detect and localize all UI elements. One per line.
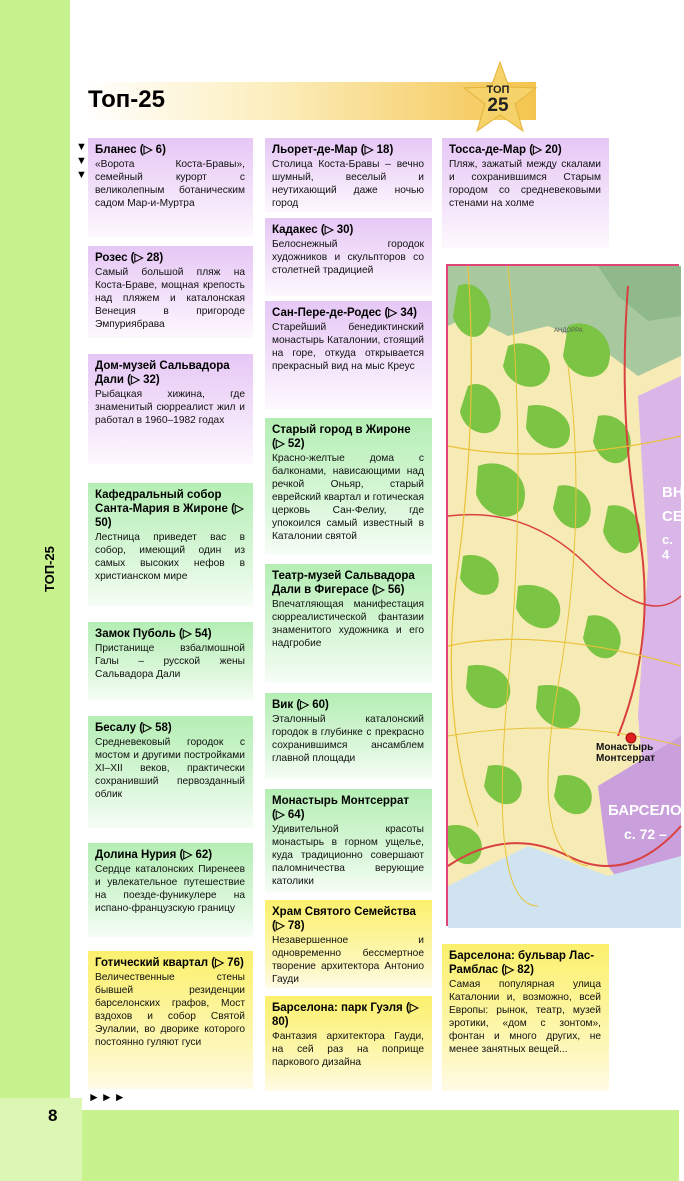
- card-desc: Самый большой пляж на Коста-Браве, мощная крепость над пляжем и каталонская Венеция в пригороде Эмпуриябрава: [95, 267, 245, 330]
- page-ref-icon: ▷: [134, 252, 144, 264]
- card-vic: Вик (▷ 60) Эталонный каталонский городок в глубинке с прекрасно сохранившимся ансамблем главной площади: [265, 693, 432, 779]
- card-sant-pere-de-rodes: Сан-Пере-де-Родес (▷ 34) Старейший бенедиктинский монастырь Каталонии, стоящий на горе, откуда открывается прекрасный вид на мыс Креус: [265, 301, 432, 409]
- card-name: Кадакес: [272, 224, 318, 236]
- card-girona-cathedral: Кафедральный собор Санта-Мария в Жироне (▷ 50) Лестница приведет вас в собор, имеющий один из самых высоких нефов в христианском мире: [88, 483, 253, 606]
- card-desc: Белоснежный городок художников и скульпторов со столетней традицией: [272, 239, 424, 276]
- page-ref-icon: ▷: [409, 1002, 419, 1014]
- card-ref: 50: [95, 517, 108, 529]
- card-name: Тосса-де-Мар: [449, 144, 526, 156]
- arrows-marker: [76, 140, 88, 182]
- card-sagrada-familia: Храм Святого Семейства (▷ 78) Незавершенное и одновременно бессмертное творение архитектора Антонио Гауди: [265, 900, 432, 988]
- card-name: Кафедральный собор Санта-Мария в Жироне: [95, 489, 228, 515]
- map-label-region-3: с. 4: [662, 532, 673, 562]
- card-blanes: Бланес (▷ 6) «Ворота Коста-Бравы», семейный курорт с великолепным ботаническим садом Мар-и-Муртра: [88, 138, 253, 237]
- card-lloret-de-mar: Льорет-де-Мар (▷ 18) Столица Коста-Бравы – вечно шумный, веселый и неутихающий даже ночью город: [265, 138, 432, 212]
- card-nuria-valley: Долина Нурия (▷ 62) Сердце каталонских Пиренеев и увлекательное путешествие на поезде-фуникулере на испано-французскую границу: [88, 843, 253, 937]
- page-ref-icon: ▷: [275, 809, 285, 821]
- arrows-next-icon: ►►►: [88, 1090, 127, 1104]
- card-desc: Пляж, зажатый между скалами и сохранившимся Старым городом со средневековыми стенами на холме: [449, 159, 601, 209]
- card-name: Барселона: бульвар Лас-Рамблас: [449, 950, 595, 976]
- page-ref-icon: ▷: [131, 374, 140, 386]
- card-name: Льорет-де-Мар: [272, 144, 358, 156]
- card-name: Дом-музей Сальвадора Дали: [95, 360, 230, 386]
- card-desc: Красно-желтые дома с балконами, нависающими над речкой Оньяр, старый еврейский квартал и готическая церковь Сан-Фелиу, где упокоился самый известный в Каталонии святой: [272, 453, 424, 542]
- card-gothic-quarter: Готический квартал (▷ 76) Величественные стены бывшей резиденции барселонских графов, Мост вздохов и собор Святой Эулалии, во дворике которого постоянно гуляют гуси: [88, 951, 253, 1089]
- page-ref-icon: ▷: [183, 849, 193, 861]
- card-ref: 60: [312, 699, 326, 711]
- page-ref-icon: ▷: [388, 307, 398, 319]
- arrow-down-icon: ▼: [76, 141, 87, 153]
- card-desc: Величественные стены бывшей резиденции барселонских графов, Мост вздохов и собор Святой Эулалии, во дворике которого постоянно гуляют гуси: [95, 972, 245, 1048]
- card-roses: Розес (▷ 28) Самый большой пляж на Коста-Браве, мощная крепость над пляжем и каталонская Венеция в пригороде Эмпуриябрава: [88, 246, 253, 338]
- card-girona-old-town: Старый город в Жироне (▷ 52) Красно-желтые дома с балконами, нависающими над речкой Оньяр, старый еврейский квартал и готическая церковь Сан-Фелиу, где упокоился самый известный в Каталонии святой: [265, 418, 432, 554]
- page-ref-icon: ▷: [533, 144, 542, 156]
- card-name: Замок Пуболь: [95, 628, 176, 640]
- card-name: Храм Святого Семейства: [272, 906, 416, 918]
- page-ref-icon: ▷: [375, 584, 385, 596]
- card-ref: 6: [155, 144, 163, 156]
- card-desc: Пристанище взбалмошной Галы – русской жены Сальвадора Дали: [95, 643, 245, 680]
- card-name: Готический квартал: [95, 957, 209, 969]
- card-cadaques: Кадакес (▷ 30) Белоснежный городок художников и скульпторов со столетней традицией: [265, 218, 432, 296]
- badge-number-text: 25: [487, 95, 509, 116]
- card-ref: 80: [272, 1016, 285, 1028]
- card-ref: 78: [287, 920, 301, 932]
- card-ref: 34: [400, 307, 414, 319]
- bottom-band: [0, 1110, 679, 1181]
- card-name: Розес: [95, 252, 128, 264]
- card-ref: 18: [376, 144, 390, 156]
- card-name: Долина Нурия: [95, 849, 177, 861]
- page-ref-icon: ▷: [275, 438, 285, 450]
- map-label-andorra: АНДОРРА: [554, 328, 583, 334]
- page-title: Топ-25: [88, 86, 165, 113]
- arrow-down-icon: ▼: [76, 169, 87, 181]
- card-besalu: Бесалу (▷ 58) Средневековый городок с мостом и другими постройками XI–XII веков, практически сохранивший первозданный облик: [88, 716, 253, 828]
- page-number-box: [0, 1098, 82, 1181]
- card-name: Сан-Пере-де-Родес: [272, 307, 382, 319]
- arrow-down-icon: ▼: [76, 155, 87, 167]
- card-ref: 62: [195, 849, 209, 861]
- card-ref: 32: [143, 374, 156, 386]
- card-name: Бланес: [95, 144, 137, 156]
- card-ref: 52: [287, 438, 301, 450]
- top25-star-icon: [462, 60, 538, 136]
- map-label-barcelona-page: с. 72 –: [624, 826, 667, 842]
- card-desc: Незавершенное и одновременно бессмертное творение архитектора Антонио Гауди: [272, 935, 424, 985]
- card-desc: Рыбацкая хижина, где знаменитый сюрреалист жил и работал в 1960–1982 годах: [95, 389, 245, 426]
- badge-top-text: ТОП: [486, 84, 510, 96]
- card-name: Старый город в Жироне: [272, 424, 411, 436]
- page-ref-icon: ▷: [234, 503, 244, 515]
- card-desc: Средневековый городок с мостом и другими постройками XI–XII веков, практически сохранивший первозданный облик: [95, 737, 245, 800]
- card-dali-theatre-museum: Театр-музей Сальвадора Дали в Фигерасе (▷ 56) Впечатляющая манифестация сюрреалистической фантазии знаменитого художника и его надгробие: [265, 564, 432, 682]
- card-desc: Сердце каталонских Пиренеев и увлекательное путешествие на поезде-фуникулере на испано-французскую границу: [95, 864, 245, 914]
- card-name: Барселона: парк Гуэля: [272, 1002, 403, 1014]
- card-park-guell: Барселона: парк Гуэля (▷ 80) Фантазия архитектора Гауди, на сей раз на поприще паркового дизайна: [265, 996, 432, 1091]
- card-ref: 64: [287, 809, 301, 821]
- page-ref-icon: ▷: [324, 224, 334, 236]
- page-ref-icon: ▷: [505, 964, 515, 976]
- card-las-ramblas: Барселона: бульвар Лас-Рамблас (▷ 82) Самая популярная улица Каталонии и, возможно, всей Европы: рынок, театр, музей эротики, «дом с зонтом», фонтан и много других, не менее занятных вещей...: [442, 944, 609, 1091]
- page-number: 8: [48, 1106, 58, 1125]
- page-ref-icon: ▷: [364, 144, 374, 156]
- card-desc: Старейший бенедиктинский монастырь Каталонии, стоящий на горе, откуда открывается прекрасный вид на мыс Креус: [272, 322, 424, 372]
- side-section-label: ТОП-25: [42, 546, 57, 592]
- card-ref: 56: [387, 584, 401, 596]
- card-name: Бесалу: [95, 722, 136, 734]
- card-ref: 20: [545, 144, 558, 156]
- map-label-region-1: ВН: [662, 484, 684, 501]
- card-ref: 82: [517, 964, 531, 976]
- card-desc: Впечатляющая манифестация сюрреалистической фантазии знаменитого художника и его надгробие: [272, 599, 424, 649]
- card-desc: «Ворота Коста-Бравы», семейный курорт с великолепным ботаническим садом Мар-и-Муртра: [95, 159, 245, 209]
- card-dali-house: Дом-музей Сальвадора Дали (▷ 32) Рыбацкая хижина, где знаменитый сюрреалист жил и работал в 1960–1982 годах: [88, 354, 253, 464]
- page-ref-icon: ▷: [215, 957, 224, 969]
- card-desc: Удивительной красоты монастырь в горном ущелье, куда традиционно совершают паломничества верующие католики: [272, 824, 424, 887]
- card-montserrat: Монастырь Монтсеррат (▷ 64) Удивительной красоты монастырь в горном ущелье, куда традиционно совершают паломничества верующие католики: [265, 789, 432, 893]
- card-desc: Эталонный каталонский городок в глубинке с прекрасно сохранившимся ансамблем главной площади: [272, 714, 424, 764]
- card-desc: Фантазия архитектора Гауди, на сей раз на поприще паркового дизайна: [272, 1031, 424, 1068]
- page-ref-icon: ▷: [300, 699, 310, 711]
- card-ref: 30: [336, 224, 350, 236]
- card-ref: 58: [155, 722, 168, 734]
- card-name: Театр-музей Сальвадора Дали в Фигерасе: [272, 570, 415, 596]
- card-desc: Самая популярная улица Каталонии и, возможно, всей Европы: рынок, театр, музей эротики, «дом с зонтом», фонтан и много других, не менее занятных вещей...: [449, 979, 601, 1055]
- card-ref: 28: [146, 252, 160, 264]
- card-pubol-castle: Замок Пуболь (▷ 54) Пристанище взбалмошной Галы – русской жены Сальвадора Дали: [88, 622, 253, 700]
- map-label-region-2: СЕ: [662, 508, 683, 525]
- page-ref-icon: ▷: [143, 144, 153, 156]
- card-ref: 54: [194, 628, 208, 640]
- card-name: Монастырь Монтсеррат: [272, 795, 409, 807]
- card-name: Вик: [272, 699, 294, 711]
- page-ref-icon: ▷: [182, 628, 192, 640]
- card-desc: Столица Коста-Бравы – вечно шумный, веселый и неутихающий даже ночью город: [272, 159, 424, 209]
- region-map: [446, 264, 684, 926]
- map-label-barcelona: БАРСЕЛО: [608, 802, 682, 819]
- map-label-monastery: Монастырь Монтсеррат: [596, 742, 656, 764]
- page-ref-icon: ▷: [275, 920, 285, 932]
- left-margin-strip: [0, 0, 70, 1181]
- card-ref: 76: [227, 957, 240, 969]
- card-desc: Лестница приведет вас в собор, имеющий один из самых высоких нефов в христианском мире: [95, 532, 245, 582]
- card-tossa-de-mar: Тосса-де-Мар (▷ 20) Пляж, зажатый между скалами и сохранившимся Старым городом со средневековыми стенами на холме: [442, 138, 609, 248]
- page-ref-icon: ▷: [143, 722, 152, 734]
